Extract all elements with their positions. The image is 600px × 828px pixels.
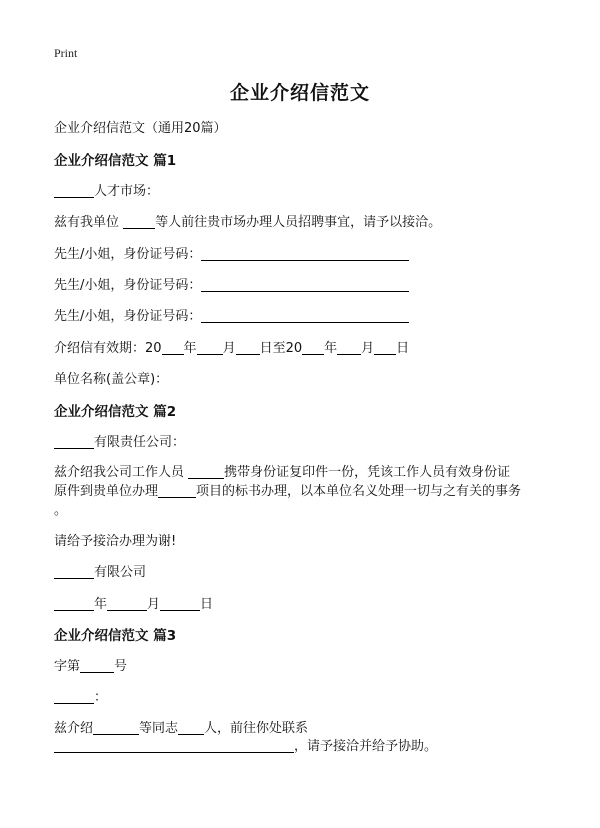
blank-line[interactable]	[188, 464, 224, 479]
section-1-addressee	[54, 183, 159, 201]
paragraph-text: 兹有我单位	[54, 215, 120, 230]
validity-label: 介绍信有效期：20	[54, 341, 162, 356]
addressee-text: ：	[94, 690, 108, 705]
section-2-paragraph-line-2	[54, 483, 521, 501]
person-id-label: 先生/小姐，身份证号码：	[54, 278, 202, 293]
validity-row	[54, 340, 409, 358]
blank-line[interactable]	[162, 340, 184, 355]
section-2-paragraph-line-3: 。	[54, 503, 68, 518]
date-text: 日	[200, 597, 214, 612]
date-text: 日至20	[259, 341, 303, 356]
section-2-addressee	[54, 434, 185, 452]
blank-line[interactable]	[302, 340, 324, 355]
paragraph-text: 人，前往你处联系	[204, 721, 309, 736]
blank-line[interactable]	[54, 596, 94, 611]
blank-line[interactable]	[54, 689, 94, 704]
document-title: 企业介绍信范文	[229, 82, 370, 104]
blank-line[interactable]	[54, 564, 94, 579]
addressee-text: 有限责任公司：	[94, 435, 186, 450]
blank-line[interactable]	[178, 720, 204, 735]
section-1-heading: 企业介绍信范文 篇1	[54, 153, 177, 169]
company-text: 有限公司	[94, 565, 147, 580]
date-text: 月	[361, 341, 375, 356]
id-number-blank[interactable]	[201, 308, 409, 323]
document-subtitle: 企业介绍信范文（通用20篇）	[54, 121, 227, 136]
paragraph-text: 兹介绍我公司工作人员	[54, 465, 185, 480]
blank-line[interactable]	[93, 720, 139, 735]
blank-line[interactable]	[123, 214, 155, 229]
date-text: 月	[147, 597, 161, 612]
blank-line[interactable]	[236, 340, 260, 355]
signature-date-line	[54, 596, 213, 614]
blank-line[interactable]	[160, 596, 200, 611]
person-id-row	[54, 277, 409, 295]
id-number-blank[interactable]	[201, 277, 409, 292]
blank-line[interactable]	[54, 183, 94, 198]
reference-number-line	[54, 658, 127, 676]
person-id-row	[54, 246, 409, 264]
person-id-label: 先生/小姐，身份证号码：	[54, 309, 202, 324]
unit-name-label: 单位名称(盖公章)：	[54, 372, 169, 387]
paragraph-text: 原件到贵单位办理	[54, 484, 159, 499]
section-1-paragraph	[54, 214, 441, 232]
section-3-paragraph-line-1	[54, 720, 308, 738]
paragraph-text: 等人前往贵市场办理人员招聘事宜，请予以接洽。	[155, 215, 442, 230]
section-3-paragraph-line-2	[54, 738, 437, 756]
addressee-text: 人才市场：	[94, 184, 160, 199]
person-id-row	[54, 308, 409, 326]
blank-line[interactable]	[54, 738, 294, 753]
blank-line[interactable]	[107, 596, 147, 611]
paragraph-text: 项目的标书办理，以本单位名义处理一切与之有关的事务	[196, 484, 522, 499]
company-line	[54, 564, 146, 582]
date-text: 年	[324, 341, 338, 356]
paragraph-text: 等同志	[139, 721, 179, 736]
thanks-line: 请给予接洽办理为谢!	[54, 534, 177, 549]
person-id-label: 先生/小姐，身份证号码：	[54, 247, 202, 262]
blank-line[interactable]	[337, 340, 361, 355]
date-text: 月	[222, 341, 236, 356]
section-3-heading: 企业介绍信范文 篇3	[54, 628, 177, 644]
reference-text: 号	[114, 659, 128, 674]
blank-line[interactable]	[158, 483, 196, 498]
id-number-blank[interactable]	[201, 246, 409, 261]
blank-line[interactable]	[374, 340, 396, 355]
print-label: Print	[54, 46, 78, 60]
reference-text: 字第	[54, 659, 81, 674]
paragraph-text: ，请予接洽并给予协助。	[294, 739, 438, 754]
date-text: 年	[94, 597, 108, 612]
blank-line[interactable]	[80, 658, 114, 673]
date-text: 日	[396, 341, 410, 356]
section-2-heading: 企业介绍信范文 篇2	[54, 404, 177, 420]
paragraph-text: 携带身份证复印件一份，凭该工作人员有效身份证	[224, 465, 511, 480]
blank-line[interactable]	[197, 340, 223, 355]
date-text: 年	[183, 341, 197, 356]
paragraph-text: 兹介绍	[54, 721, 94, 736]
blank-line[interactable]	[54, 434, 94, 449]
section-2-paragraph-line-1	[54, 464, 510, 482]
section-3-addressee	[54, 689, 107, 707]
